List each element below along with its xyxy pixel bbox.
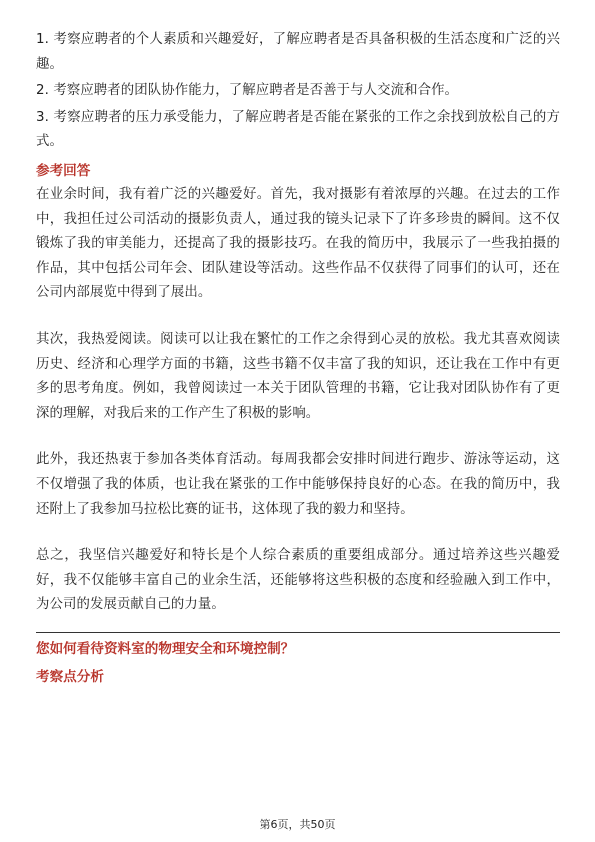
answer-paragraph: 在业余时间，我有着广泛的兴趣爱好。首先，我对摄影有着浓厚的兴趣。在过去的工作中，我担任过公司活动的摄影负责人，通过我的镜头记录下了许多珍贵的瞬间。这不仅锻炼了我的审美能力，还提高了我的摄影技巧。在我的简历中，我展示了一些我拍摄的作品，其中包括公司年会、团队建设等活动。这些作品不仅获得了同事们的认可，还在公司内部展览中得到了展出。 [36,186,560,301]
list-item: 1. 考察应聘者的个人素质和兴趣爱好，了解应聘者是否具备积极的生活态度和广泛的兴趣。 [36,32,560,72]
answer-paragraph: 其次，我热爱阅读。阅读可以让我在繁忙的工作之余得到心灵的放松。我尤其喜欢阅读历史、经济和心理学方面的书籍，这些书籍不仅丰富了我的知识，还让我在工作中有更多的思考角度。例如，我曾阅读过一本关于团队管理的书籍，它让我对团队协作有了更深的理解，对我后来的工作产生了积极的影响。 [36,331,560,421]
question-heading: 您如何看待资料室的物理安全和环境控制？ [36,640,295,657]
document-page [36,28,560,689]
page-number: 第6页，共50页 [259,818,336,831]
section-divider [36,632,560,633]
analysis-heading: 考察点分析 [36,668,104,685]
list-item: 2. 考察应聘者的团队协作能力，了解应聘者是否善于与人交流和合作。 [36,83,459,99]
answer-paragraph: 此外，我还热衷于参加各类体育活动。每周我都会安排时间进行跑步、游泳等运动，这不仅增强了我的体质，也让我在紧张的工作中能够保持良好的心态。在我的简历中，我还附上了我参加马拉松比赛的证书，这体现了我的毅力和坚持。 [36,452,560,517]
list-item: 3. 考察应聘者的压力承受能力，了解应聘者是否能在紧张的工作之余找到放松自己的方式。 [36,109,560,150]
reference-answer-heading: 参考回答 [36,162,91,179]
answer-paragraph: 总之，我坚信兴趣爱好和特长是个人综合素质的重要组成部分。通过培养这些兴趣爱好，我不仅能够丰富自己的业余生活，还能够将这些积极的态度和经验融入到工作中，为公司的发展贡献自己的力量。 [36,548,560,613]
